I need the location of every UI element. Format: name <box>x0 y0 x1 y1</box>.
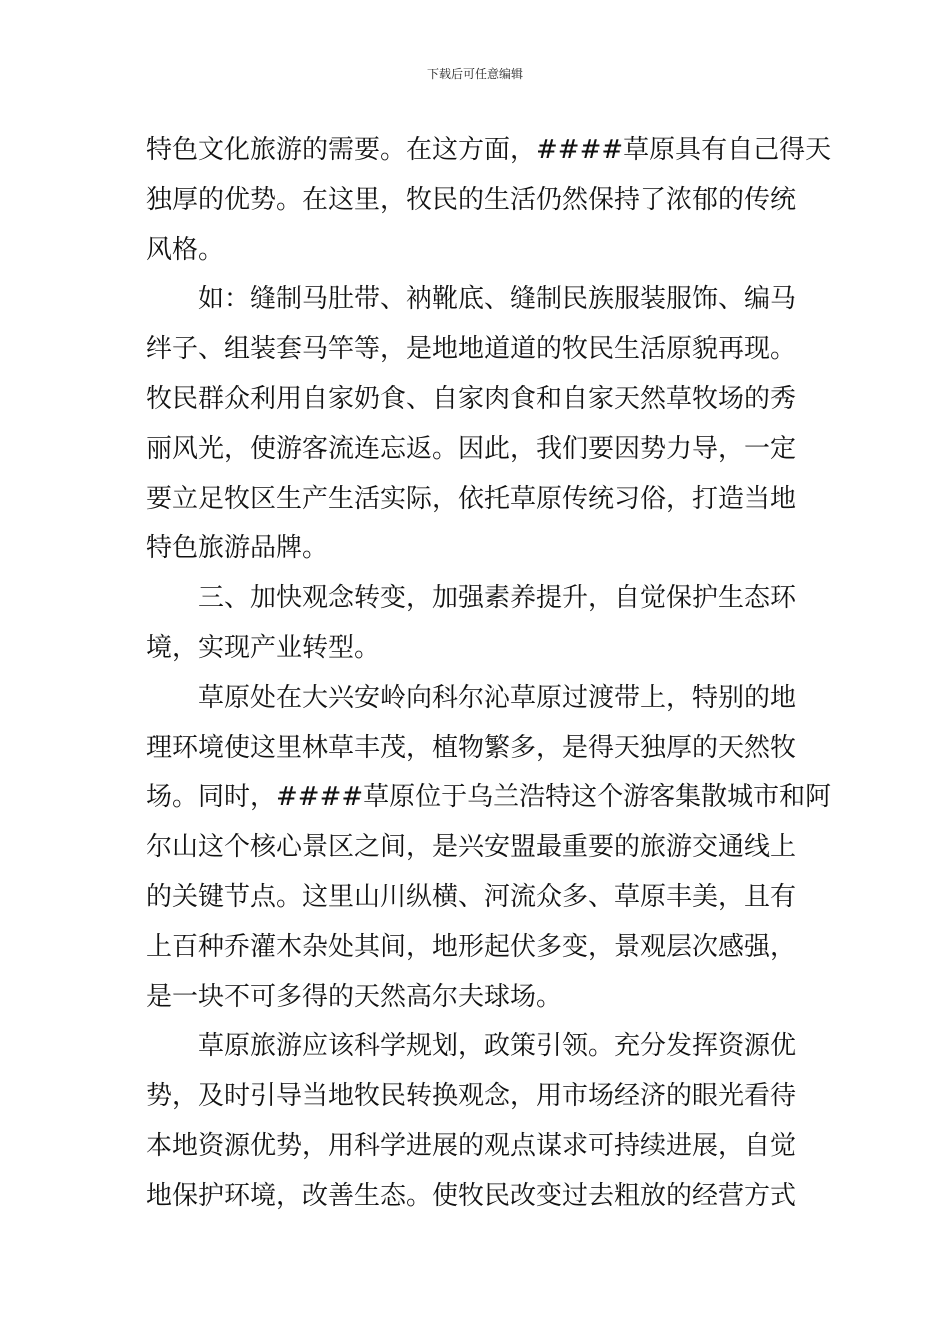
paragraph-first-line: 如：缝制马肚带、衲靴底、缝制民族服装服饰、编马 <box>198 284 797 315</box>
text-line: 理环境使这里林草丰茂，植物繁多，是得天独厚的天然牧 <box>146 732 797 763</box>
text-line: 丽风光，使游客流连忘返。因此，我们要因势力导，一定 <box>146 433 797 464</box>
text-line: 牧民群众利用自家奶食、自家肉食和自家天然草牧场的秀 <box>146 383 797 414</box>
text-line: 特色文化旅游的需要。在这方面，####草原具有自己得天 <box>146 135 832 165</box>
paragraph-first-line: 草原旅游应该科学规划，政策引领。充分发挥资源优 <box>198 1031 797 1062</box>
paragraph-first-line: 三、加快观念转变，加强素养提升，自觉保护生态环 <box>198 583 797 614</box>
text-line: 是一块不可多得的天然高尔夫球场。 <box>146 981 563 1012</box>
page-header: 下载后可任意编辑 <box>426 67 523 81</box>
text-line: 场。同时，####草原位于乌兰浩特这个游客集散城市和阿 <box>146 782 832 813</box>
text-line: 风格。 <box>146 234 225 265</box>
text-line: 势，及时引导当地牧民转换观念，用市场经济的眼光看待 <box>146 1081 797 1112</box>
text-line: 的关键节点。这里山川纵横、河流众多、草原丰美，且有 <box>146 881 797 912</box>
text-line: 独厚的优势。在这里，牧民的生活仍然保持了浓郁的传统 <box>146 184 797 215</box>
text-line: 要立足牧区生产生活实际，依托草原传统习俗，打造当地 <box>146 483 797 514</box>
body-text <box>146 126 832 1222</box>
text-line: 地保护环境，改善生态。使牧民改变过去粗放的经营方式 <box>146 1180 797 1211</box>
text-line: 境，实现产业转型。 <box>146 632 381 663</box>
text-line: 特色旅游品牌。 <box>146 533 329 564</box>
text-line: 尔山这个核心景区之间，是兴安盟最重要的旅游交通线上 <box>146 832 797 863</box>
text-line: 上百种乔灌木杂处其间，地形起伏多变，景观层次感强， <box>146 931 797 962</box>
text-line: 本地资源优势，用科学进展的观点谋求可持续进展，自觉 <box>146 1130 797 1161</box>
text-line: 绊子、组装套马竿等，是地地道道的牧民生活原貌再现。 <box>146 334 797 365</box>
paragraph-first-line: 草原处在大兴安岭向科尔沁草原过渡带上，特别的地 <box>198 682 797 713</box>
